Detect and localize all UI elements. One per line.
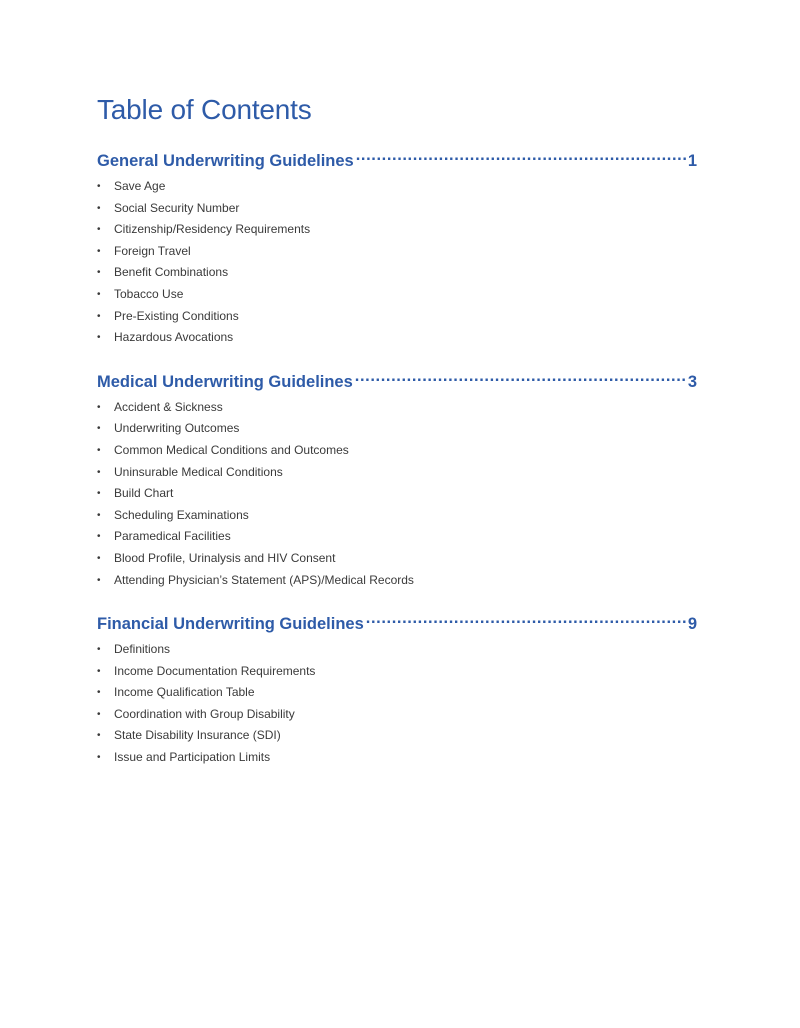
bullet-icon: •: [97, 202, 101, 214]
list-item-label: Paramedical Facilities: [114, 529, 231, 544]
list-item-label: Pre-Existing Conditions: [114, 308, 239, 323]
bullet-icon: •: [97, 531, 101, 543]
list-item-label: State Disability Insurance (SDI): [114, 728, 281, 743]
list-item-label: Foreign Travel: [114, 243, 191, 258]
list-item: [97, 682, 697, 704]
list-item: [97, 483, 697, 505]
list-item: [97, 262, 697, 284]
list-item: [97, 327, 697, 349]
bullet-icon: •: [97, 665, 101, 677]
list-item-label: Citizenship/Residency Requirements: [114, 222, 311, 237]
list-item: [97, 747, 697, 769]
list-item-label: Hazardous Avocations: [114, 330, 234, 345]
toc-sublist: [97, 397, 697, 591]
list-item-label: Blood Profile, Urinalysis and HIV Consent: [114, 550, 336, 565]
list-item: [97, 241, 697, 263]
page-title: Table of Contents: [97, 94, 312, 125]
list-item: [97, 704, 697, 726]
toc-heading-label: Medical Underwriting Guidelines: [97, 372, 353, 391]
bullet-icon: •: [97, 332, 101, 344]
list-item: [97, 661, 697, 683]
bullet-icon: •: [97, 730, 101, 742]
list-item: [97, 548, 697, 570]
list-item-label: Common Medical Conditions and Outcomes: [114, 442, 349, 457]
bullet-icon: •: [97, 644, 101, 656]
toc-sublist: [97, 176, 697, 349]
list-item-label: Attending Physician’s Statement (APS)/Medical Records: [114, 572, 414, 587]
bullet-icon: •: [97, 708, 101, 720]
list-item-label: Underwriting Outcomes: [114, 421, 240, 436]
list-item: [97, 526, 697, 548]
list-item-label: Benefit Combinations: [114, 265, 229, 280]
toc-sublist: [97, 639, 697, 769]
list-item-label: Definitions: [114, 642, 171, 657]
list-item-label: Social Security Number: [114, 200, 240, 215]
dot-leader: [355, 365, 686, 387]
bullet-icon: •: [97, 267, 101, 279]
toc-page: [97, 92, 697, 769]
list-item: [97, 176, 697, 198]
bullet-icon: •: [97, 509, 101, 521]
bullet-icon: •: [97, 288, 101, 300]
list-item: [97, 462, 697, 484]
bullet-icon: •: [97, 552, 101, 564]
list-item-label: Build Chart: [114, 486, 174, 501]
list-item: [97, 198, 697, 220]
bullet-icon: •: [97, 310, 101, 322]
bullet-icon: •: [97, 687, 101, 699]
list-item: [97, 397, 697, 419]
list-item: [97, 306, 697, 328]
dot-leader: [356, 144, 686, 166]
toc-section-financial: [97, 607, 697, 769]
list-item: [97, 570, 697, 592]
bullet-icon: •: [97, 423, 101, 435]
bullet-icon: •: [97, 444, 101, 456]
list-item-label: Save Age: [114, 179, 166, 193]
list-item-label: Accident & Sickness: [114, 399, 223, 414]
list-item: [97, 639, 697, 661]
toc-heading-label: Financial Underwriting Guidelines: [97, 615, 364, 634]
dot-leader: [366, 607, 686, 629]
list-item-label: Scheduling Examinations: [114, 507, 249, 522]
list-item-label: Coordination with Group Disability: [114, 706, 295, 721]
bullet-icon: •: [97, 752, 101, 764]
list-item-label: Uninsurable Medical Conditions: [114, 464, 283, 479]
list-item: [97, 440, 697, 462]
bullet-icon: •: [97, 224, 101, 236]
list-item-label: Issue and Participation Limits: [114, 750, 271, 765]
list-item-label: Income Qualification Table: [114, 685, 255, 700]
toc-entry-medical-underwriting[interactable]: [97, 365, 697, 393]
list-item: [97, 505, 697, 527]
toc-section-medical: [97, 365, 697, 591]
toc-page-number: 1: [687, 152, 697, 170]
toc-section-general: [97, 144, 697, 349]
list-item: [97, 418, 697, 440]
toc-entry-general-underwriting[interactable]: [97, 144, 697, 172]
bullet-icon: •: [97, 466, 101, 478]
toc-heading-label: General Underwriting Guidelines: [97, 152, 354, 170]
list-item: [97, 219, 697, 241]
bullet-icon: •: [97, 401, 101, 413]
list-item-label: Income Documentation Requirements: [114, 663, 316, 678]
list-item-label: Tobacco Use: [114, 286, 184, 301]
toc-entry-financial-underwriting[interactable]: [97, 607, 697, 635]
bullet-icon: •: [97, 488, 101, 500]
bullet-icon: •: [97, 181, 101, 192]
toc-page-number: 3: [687, 372, 697, 391]
bullet-icon: •: [97, 574, 101, 586]
bullet-icon: •: [97, 245, 101, 257]
list-item: [97, 725, 697, 747]
toc-page-number: 9: [687, 615, 697, 634]
list-item: [97, 284, 697, 306]
